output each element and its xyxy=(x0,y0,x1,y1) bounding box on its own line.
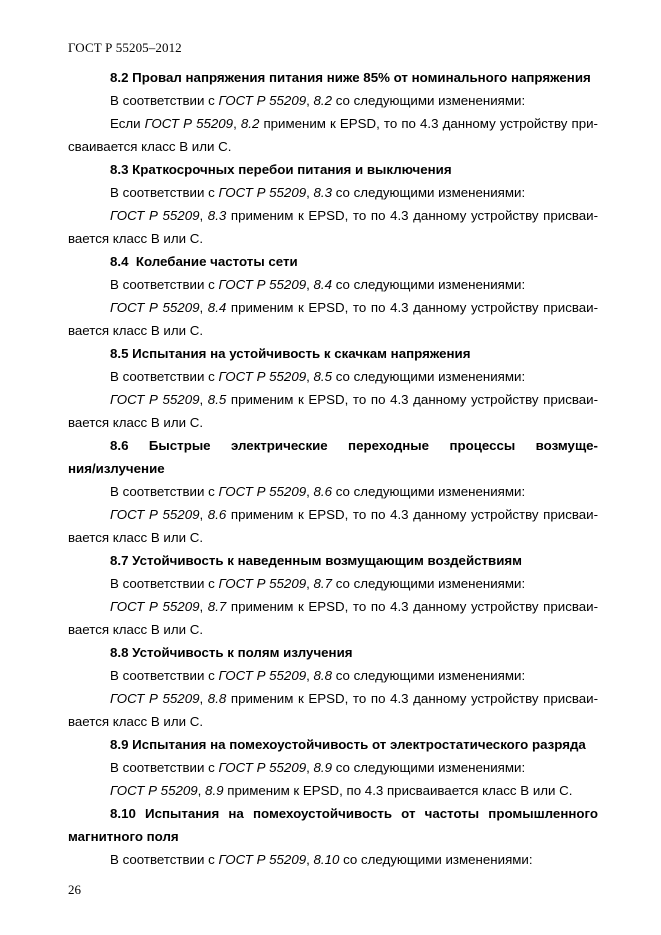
change-paragraph-line2: вается класс B или C. xyxy=(68,231,204,246)
section-heading-8-6-cont: ния/излучение xyxy=(68,461,165,476)
change-paragraph-line1: ГОСТ Р 55209, 8.3 применим к EPSD, то по 4.3 данному устройству присваи- xyxy=(110,208,599,223)
reference-paragraph: В соответствии с ГОСТ Р 55209, 8.10 со следующими изменениями: xyxy=(110,852,533,867)
reference-paragraph: В соответствии с ГОСТ Р 55209, 8.7 со следующими изменениями: xyxy=(110,576,526,591)
change-paragraph-line2: вается класс B или C. xyxy=(68,714,204,729)
change-paragraph-line1: ГОСТ Р 55209, 8.8 применим к EPSD, то по 4.3 данному устройству присваи- xyxy=(110,691,599,706)
page-number: 26 xyxy=(68,882,81,897)
page-header: ГОСТ Р 55205–2012 xyxy=(68,40,182,55)
section-heading-8-2: 8.2 Провал напряжения питания ниже 85% от номинального напряжения xyxy=(110,70,591,85)
section-heading-8-6: 8.6 Быстрые электрические переходные процессы возмуще- xyxy=(110,438,598,453)
reference-paragraph: В соответствии с ГОСТ Р 55209, 8.5 со следующими изменениями: xyxy=(110,369,526,384)
section-heading-8-7: 8.7 Устойчивость к наведенным возмущающим воздействиям xyxy=(110,553,522,568)
section-heading-8-10: 8.10 Испытания на помехоустойчивость от частоты промышленного xyxy=(110,806,598,821)
reference-paragraph: В соответствии с ГОСТ Р 55209, 8.6 со следующими изменениями: xyxy=(110,484,526,499)
section-heading-8-3: 8.3 Краткосрочных перебои питания и выключения xyxy=(110,162,452,177)
change-paragraph-line1: ГОСТ Р 55209, 8.7 применим к EPSD, то по 4.3 данному устройству присваи- xyxy=(110,599,599,614)
reference-paragraph: В соответствии с ГОСТ Р 55209, 8.4 со следующими изменениями: xyxy=(110,277,526,292)
change-paragraph-line2: вается класс B или C. xyxy=(68,622,204,637)
section-heading-8-8: 8.8 Устойчивость к полям излучения xyxy=(110,645,353,660)
reference-paragraph: В соответствии с ГОСТ Р 55209, 8.8 со следующими изменениями: xyxy=(110,668,526,683)
change-paragraph-line2: вается класс B или C. xyxy=(68,530,204,545)
change-paragraph-line1: Если ГОСТ Р 55209, 8.2 применим к EPSD, то по 4.3 данному устройству при- xyxy=(110,116,598,131)
section-heading-8-9: 8.9 Испытания на помехоустойчивость от электростатического разряда xyxy=(110,737,586,752)
reference-paragraph: В соответствии с ГОСТ Р 55209, 8.2 со следующими изменениями: xyxy=(110,93,526,108)
reference-paragraph: В соответствии с ГОСТ Р 55209, 8.3 со следующими изменениями: xyxy=(110,185,526,200)
section-heading-8-5: 8.5 Испытания на устойчивость к скачкам напряжения xyxy=(110,346,471,361)
change-paragraph-line1: ГОСТ Р 55209, 8.9 применим к EPSD, по 4.3 присваивается класс B или C. xyxy=(110,783,573,798)
change-paragraph-line2: вается класс B или C. xyxy=(68,415,204,430)
change-paragraph-line2: сваивается класс B или C. xyxy=(68,139,232,154)
change-paragraph-line1: ГОСТ Р 55209, 8.4 применим к EPSD, то по 4.3 данному устройству присваи- xyxy=(110,300,599,315)
reference-paragraph: В соответствии с ГОСТ Р 55209, 8.9 со следующими изменениями: xyxy=(110,760,526,775)
change-paragraph-line1: ГОСТ Р 55209, 8.6 применим к EPSD, то по 4.3 данному устройству присваи- xyxy=(110,507,599,522)
section-heading-8-10-cont: магнитного поля xyxy=(68,829,179,844)
change-paragraph-line2: вается класс B или C. xyxy=(68,323,204,338)
document-body xyxy=(68,66,598,871)
section-heading-8-4: 8.4 Колебание частоты сети xyxy=(110,254,298,269)
change-paragraph-line1: ГОСТ Р 55209, 8.5 применим к EPSD, то по 4.3 данному устройству присваи- xyxy=(110,392,599,407)
